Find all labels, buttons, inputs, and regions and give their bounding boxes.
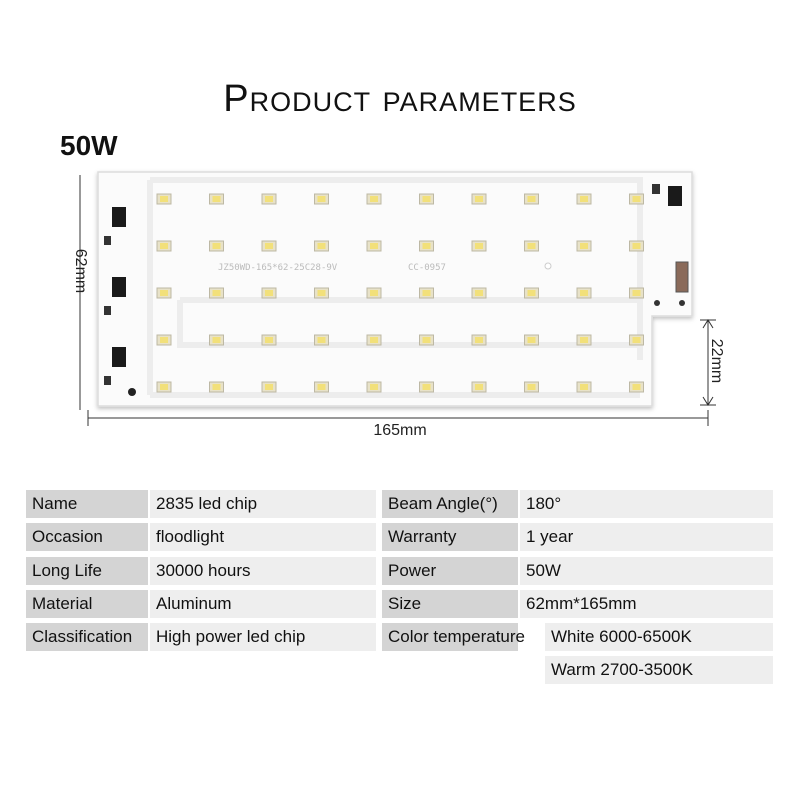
param-value: 50W: [520, 557, 773, 585]
led-phosphor: [318, 243, 326, 249]
led-phosphor: [213, 337, 221, 343]
param-value: Warm 2700-3500K: [545, 656, 773, 684]
param-value: floodlight: [150, 523, 376, 551]
led-phosphor: [370, 196, 378, 202]
page-title: Product parameters: [223, 78, 577, 120]
led-phosphor: [580, 384, 588, 390]
small-component: [104, 376, 111, 385]
led-phosphor: [423, 290, 431, 296]
param-label: Long Life: [26, 557, 148, 585]
led-phosphor: [318, 196, 326, 202]
led-phosphor: [213, 196, 221, 202]
led-phosphor: [633, 384, 641, 390]
led-phosphor: [423, 196, 431, 202]
notch-dimension-label: 22mm: [708, 338, 725, 384]
param-value: 30000 hours: [150, 557, 376, 585]
led-phosphor: [528, 196, 536, 202]
led-phosphor: [265, 196, 273, 202]
param-value: 180°: [520, 490, 773, 518]
param-value: 1 year: [520, 523, 773, 551]
height-dimension-label: 62mm: [72, 248, 89, 294]
param-value: 62mm*165mm: [520, 590, 773, 618]
led-phosphor: [633, 243, 641, 249]
solder-pad: [654, 300, 660, 306]
led-phosphor: [265, 290, 273, 296]
led-phosphor: [160, 290, 168, 296]
led-phosphor: [160, 243, 168, 249]
led-phosphor: [423, 337, 431, 343]
ic-chip: [112, 207, 126, 227]
led-phosphor: [318, 290, 326, 296]
led-phosphor: [160, 196, 168, 202]
small-component: [652, 184, 660, 194]
led-phosphor: [633, 290, 641, 296]
param-label: Material: [26, 590, 148, 618]
led-phosphor: [528, 290, 536, 296]
param-label: Name: [26, 490, 148, 518]
param-value: Aluminum: [150, 590, 376, 618]
led-phosphor: [475, 243, 483, 249]
resistor: [676, 262, 688, 292]
param-label: Classification: [26, 623, 148, 651]
led-phosphor: [475, 384, 483, 390]
led-phosphor: [370, 243, 378, 249]
led-phosphor: [370, 337, 378, 343]
led-phosphor: [160, 337, 168, 343]
led-phosphor: [528, 243, 536, 249]
mount-hole: [128, 388, 136, 396]
led-phosphor: [475, 290, 483, 296]
ic-chip: [112, 347, 126, 367]
led-phosphor: [475, 337, 483, 343]
ic-chip: [112, 277, 126, 297]
mount-hole: [545, 263, 551, 269]
wattage-label: 50W: [60, 130, 118, 161]
led-phosphor: [528, 384, 536, 390]
led-phosphor: [580, 243, 588, 249]
led-phosphor: [160, 384, 168, 390]
solder-pad: [679, 300, 685, 306]
led-phosphor: [213, 384, 221, 390]
led-phosphor: [370, 290, 378, 296]
led-phosphor: [580, 337, 588, 343]
led-phosphor: [475, 196, 483, 202]
led-phosphor: [633, 337, 641, 343]
led-phosphor: [265, 384, 273, 390]
pcb-board: [98, 172, 692, 406]
led-phosphor: [265, 337, 273, 343]
param-value: 2835 led chip: [150, 490, 376, 518]
param-label: Warranty: [382, 523, 518, 551]
led-phosphor: [423, 243, 431, 249]
led-phosphor: [633, 196, 641, 202]
led-phosphor: [580, 290, 588, 296]
ic-chip: [668, 186, 682, 206]
silkscreen-code: CC-0957: [408, 263, 446, 273]
param-value: White 6000-6500K: [545, 623, 773, 651]
silkscreen-model: JZ50WD-165*62-25C28-9V: [218, 263, 338, 273]
param-label: Beam Angle(°): [382, 490, 518, 518]
width-dimension-label: 165mm: [373, 422, 427, 439]
small-component: [104, 306, 111, 315]
led-phosphor: [423, 384, 431, 390]
param-label: Color temperature: [382, 623, 518, 651]
led-phosphor: [213, 290, 221, 296]
led-phosphor: [580, 196, 588, 202]
led-phosphor: [213, 243, 221, 249]
led-phosphor: [528, 337, 536, 343]
led-phosphor: [265, 243, 273, 249]
led-phosphor: [318, 337, 326, 343]
param-label: Size: [382, 590, 518, 618]
led-phosphor: [318, 384, 326, 390]
param-label: Power: [382, 557, 518, 585]
param-value: High power led chip: [150, 623, 376, 651]
led-phosphor: [370, 384, 378, 390]
small-component: [104, 236, 111, 245]
param-label: Occasion: [26, 523, 148, 551]
